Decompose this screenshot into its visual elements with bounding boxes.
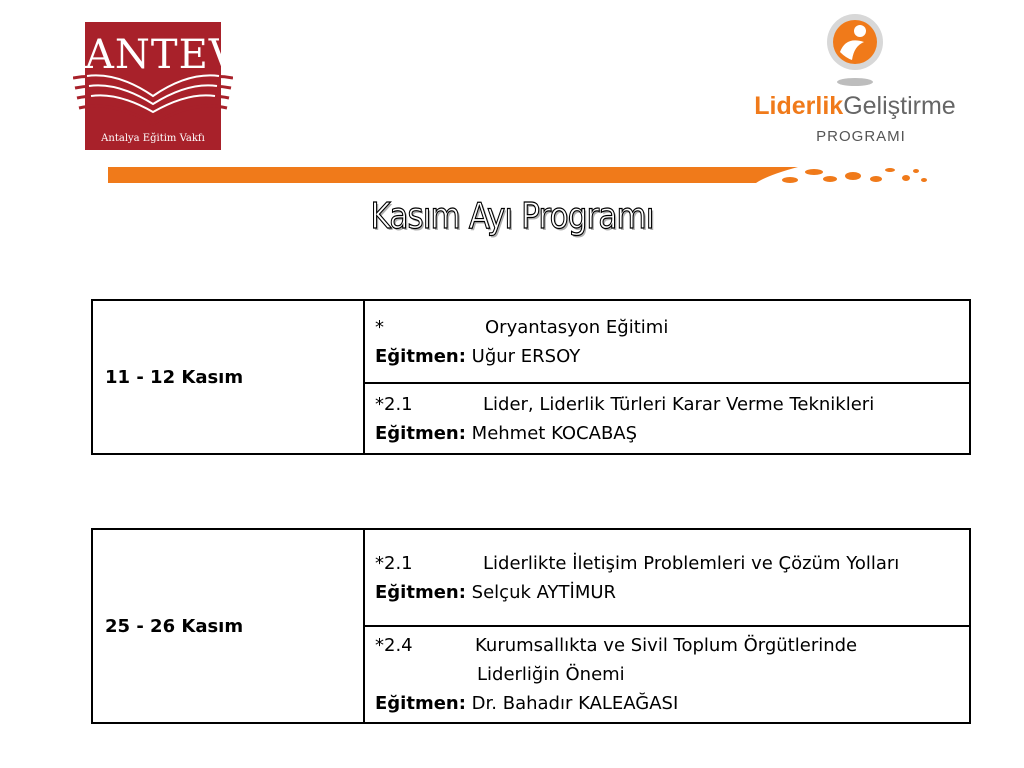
trainer-label: Eğitmen: bbox=[375, 581, 466, 603]
session-line bbox=[375, 313, 969, 342]
logo-title-bold: Liderlik bbox=[754, 92, 844, 120]
session-code: *2.4 bbox=[375, 635, 413, 656]
date-cell: 25 - 26 Kasım bbox=[92, 529, 364, 723]
session-topic: Lider, Liderlik Türleri Karar Verme Teknikleri bbox=[483, 393, 875, 415]
trainer-line bbox=[375, 578, 969, 607]
logo-title bbox=[740, 92, 970, 121]
session-line bbox=[375, 390, 969, 419]
trainer-line bbox=[375, 342, 969, 371]
date-cell: 11 - 12 Kasım bbox=[92, 300, 364, 454]
open-book-icon bbox=[73, 70, 233, 130]
trainer-name: Dr. Bahadır KALEAĞASI bbox=[471, 693, 679, 714]
antev-logo-word: ANTEV bbox=[85, 32, 239, 78]
trainer-line bbox=[375, 689, 969, 718]
trainer-name: Uğur ERSOY bbox=[471, 345, 581, 367]
session-topic: Kurumsallıkta ve Sivil Toplum Örgütlerinde bbox=[475, 635, 858, 656]
logo-title-rest: Geliştirme bbox=[843, 92, 956, 120]
session-cell bbox=[364, 383, 970, 454]
session-cell bbox=[364, 300, 970, 383]
orange-divider-bar bbox=[108, 165, 938, 185]
schedule-table-1 bbox=[91, 299, 971, 455]
session-line-cont bbox=[375, 660, 969, 689]
session-code: * bbox=[375, 316, 384, 338]
trainer-name: Selçuk AYTİMUR bbox=[471, 581, 617, 603]
trainer-label: Eğitmen: bbox=[375, 422, 466, 444]
antev-logo-caption: Antalya Eğitim Vakfı bbox=[101, 133, 205, 144]
table-row bbox=[92, 300, 970, 383]
person-emblem-icon bbox=[824, 12, 886, 90]
schedule-table-2 bbox=[91, 528, 971, 724]
session-cell bbox=[364, 626, 970, 723]
trainer-label: Eğitmen: bbox=[375, 693, 466, 714]
liderlik-gelistirme-logo bbox=[740, 12, 970, 152]
session-code: *2.1 bbox=[375, 552, 413, 574]
session-topic-cont: Liderliğin Önemi bbox=[477, 664, 625, 685]
trainer-label: Eğitmen: bbox=[375, 345, 466, 367]
session-line bbox=[375, 631, 969, 660]
session-line bbox=[375, 549, 969, 578]
session-topic: Oryantasyon Eğitimi bbox=[485, 316, 669, 338]
antev-logo bbox=[85, 22, 239, 150]
trainer-line bbox=[375, 419, 969, 448]
logo-subtitle: PROGRAMI bbox=[816, 128, 906, 145]
trainer-name: Mehmet KOCABAŞ bbox=[471, 422, 638, 444]
page-title: Kasım Ayı Programı bbox=[370, 196, 654, 237]
table-row bbox=[92, 529, 970, 626]
session-cell bbox=[364, 529, 970, 626]
session-topic: Liderlikte İletişim Problemleri ve Çözüm Yolları bbox=[483, 552, 900, 574]
session-code: *2.1 bbox=[375, 393, 413, 415]
